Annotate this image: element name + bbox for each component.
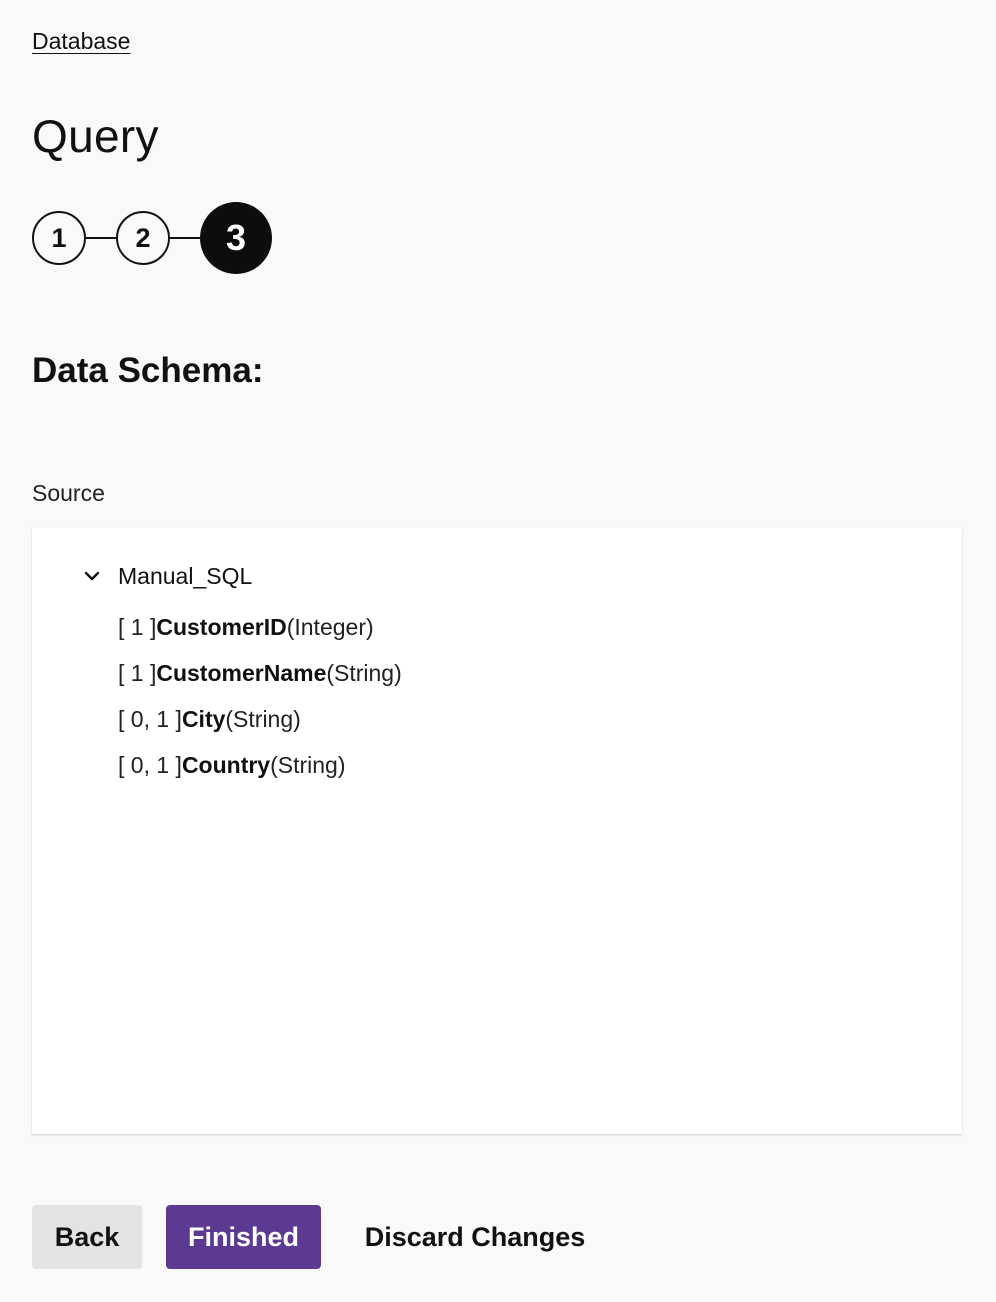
step-1[interactable]: 1 — [32, 211, 86, 265]
discard-changes-button[interactable]: Discard Changes — [346, 1205, 604, 1269]
step-connector — [170, 237, 200, 239]
schema-field-row — [118, 604, 402, 650]
field-cardinality: [ 1 ] — [118, 659, 157, 686]
field-cardinality: [ 0, 1 ] — [118, 751, 182, 778]
finished-button[interactable]: Finished — [166, 1205, 321, 1269]
tree-node-manual-sql[interactable] — [80, 558, 252, 594]
field-type: (Integer) — [286, 613, 374, 640]
schema-field-row — [118, 742, 402, 788]
stepper — [32, 202, 272, 274]
step-connector — [86, 237, 116, 239]
field-type: (String) — [225, 705, 301, 732]
tree-node-label: Manual_SQL — [118, 562, 253, 589]
step-3-active[interactable]: 3 — [200, 202, 272, 274]
field-cardinality: [ 1 ] — [118, 613, 157, 640]
field-type: (String) — [270, 751, 346, 778]
breadcrumb-database-link[interactable]: Database — [32, 28, 131, 54]
schema-field-row — [118, 650, 402, 696]
schema-field-row — [118, 696, 402, 742]
field-name: CustomerID — [156, 613, 287, 640]
field-cardinality: [ 0, 1 ] — [118, 705, 182, 732]
field-type: (String) — [326, 659, 402, 686]
field-name: City — [181, 705, 226, 732]
back-button[interactable]: Back — [32, 1205, 142, 1269]
schema-field-list — [118, 604, 402, 788]
field-name: CustomerName — [156, 659, 327, 686]
data-schema-heading: Data Schema: — [32, 351, 264, 390]
field-name: Country — [181, 751, 271, 778]
schema-tree-panel — [32, 528, 962, 1134]
source-label: Source — [32, 480, 105, 506]
chevron-down-icon[interactable] — [80, 564, 104, 588]
step-2[interactable]: 2 — [116, 211, 170, 265]
page-title: Query — [32, 110, 159, 162]
